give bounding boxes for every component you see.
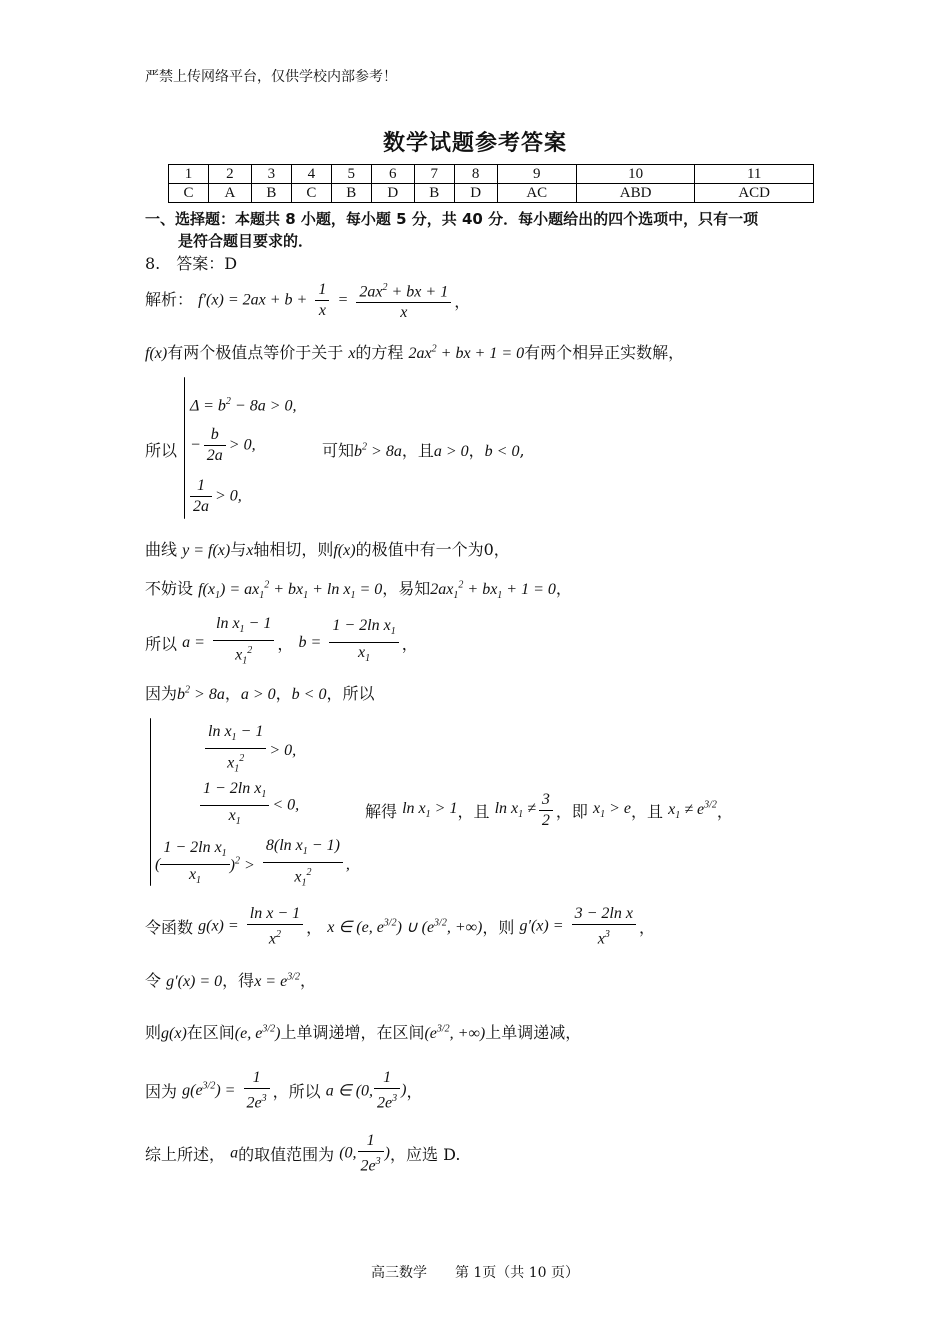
q8-gx-def: 令函数 g(x) = $\frac{\text{ln x − 1}}{x^2}$ ， x ∈ (e, $e^{3/2}$) ∪ ($e^{3/2}$, +∞)，则 g′(x) = $\frac{\text{3 − 2ln x}}{x^3}$ ， (145, 905, 655, 948)
q-number: 5 (331, 165, 371, 184)
q-number: 2 (208, 165, 251, 184)
system2-eq2: $\frac{1 - 2\ln x_1}{x_1}$ < 0, (200, 779, 299, 832)
q-number: 7 (414, 165, 454, 184)
suoyi-text-2: 所以 (145, 634, 178, 654)
zongshang-text: 综上所述， (145, 1145, 226, 1165)
ling-text: 令 (145, 971, 162, 990)
q8-condition: f(x)有两个极值点等价于关于 x的方程 $2ax^2$ + bx + 1 = 0有两个相异正实数解， (145, 343, 685, 362)
system1-conclusion: 可知$b^2 > 8a$，且a > 0，b < 0, (322, 441, 525, 460)
q-number: 3 (251, 165, 291, 184)
section-heading-line1: 一、选择题：本题共 8 小题，每小题 5 分，共 40 分．每小题给出的四个选项中，只有一项 (145, 210, 759, 228)
kezhi-text: 可知 (322, 441, 355, 460)
zequjian-text: 则 (145, 1023, 162, 1042)
q8-conclusion: 综上所述， a的取值范围为 (0, $\frac{1}{2e^3}$ )，应选 D. (145, 1132, 461, 1175)
system2-eq1: $\frac{\ln x_1 - 1}{x_1^2}$ > 0, (205, 722, 296, 780)
fanwei-text: 的取值范围为 (238, 1145, 335, 1165)
q-number: 6 (371, 165, 414, 184)
q-answer: B (414, 184, 454, 203)
system1-eq1: $\Delta = b^2 - 8a > 0$, (190, 396, 297, 415)
q-answer: ABD (576, 184, 695, 203)
quxian-text: 曲线 (145, 540, 178, 559)
jizhi-text: 的极值中有一个为0， (355, 540, 510, 559)
q-number: 1 (169, 165, 209, 184)
cond-text-a: 有两个极值点等价于关于 (167, 343, 344, 362)
q8-ab-expr: 所以 a = $\frac{\ln x_1 - 1}{x_1^2}$ ， b = $\frac{1 - 2\ln x_1}{x_1}$ ， (145, 615, 418, 667)
q8-because: 因为$b^2 > 8a$，a > 0，b < 0，所以 (145, 684, 375, 703)
answer-table-number-row (169, 165, 814, 184)
system-brace-2 (150, 718, 151, 886)
ze-text: ，则 (482, 918, 515, 938)
q-number: 10 (576, 165, 695, 184)
jianup-text: 上单调递减， (485, 1023, 582, 1042)
yinwei-text-2: 因为 (145, 1082, 178, 1102)
section-heading-line2: 是符合题目要求的． (178, 232, 314, 250)
q8-g-value: 因为 $g(e^{3/2})$ = $\frac{1}{2e^3}$ ，所以 a ∈ (0, $\frac{1}{2e^3}$ )， (145, 1069, 423, 1112)
system2-eq3: ( $\frac{1 - 2\ln x_1}{x_1}$ )$^2$ > $\frac{8(\ln x_1 - 1)}{x_1^2}$ , (155, 837, 350, 889)
qie-text: ，且 (401, 441, 434, 460)
q-answer: B (251, 184, 291, 203)
qie-text-3: ，且 (631, 802, 664, 821)
q8-answer: 8. 答案：D (145, 254, 238, 273)
q-answer: C (291, 184, 331, 203)
bufang-text: 不妨设 (145, 579, 194, 598)
q8-assume: 不妨设 $f(x_1) = ax_1^2 + bx_1 + \ln x_1 = 0$，易知$2ax_1^2 + bx_1 + 1 = 0$， (145, 579, 572, 602)
q-answer: D (454, 184, 497, 203)
q-number: 11 (695, 165, 814, 184)
lingfn-text: 令函数 (145, 918, 194, 938)
analysis-label: 解析： (145, 290, 194, 310)
jiede-text: 解得 (365, 802, 398, 821)
q-answer: B (331, 184, 371, 203)
q-answer: A (208, 184, 251, 203)
suoyi-text-4: ，所以 (272, 1082, 321, 1102)
answer-table (168, 164, 814, 203)
q-number: 4 (291, 165, 331, 184)
system2-solution: 解得 $\ln x_1 > 1$，且 $\ln x_1$ ≠ $\frac{3}{2}$ ，即 $x_1 > e$，且 $x_1 \ne e^{3/2}$， (365, 791, 733, 829)
q8-derivative: 解析： f′(x) = 2ax + b + $\frac{1}{x}$ = $\frac{2ax^2 + bx + 1}{x}$ ， (145, 278, 470, 323)
zengup-text: 上单调递增，在区间 (280, 1023, 425, 1042)
zhou-text: 轴相切，则 (253, 540, 334, 559)
zaiqujian-text: 在区间 (186, 1023, 235, 1042)
answer-table-answer-row (169, 184, 814, 203)
q8-gprime-zero: 令 g′(x) = 0，得$x = e^{3/2}$， (145, 971, 316, 990)
cond-text-c: 有两个相异正实数解， (524, 343, 685, 362)
yizhi-text: ，易知 (382, 579, 431, 598)
top-note: 严禁上传网络平台，仅供学校内部参考！ (145, 69, 397, 85)
qie-text-2: ，且 (457, 802, 490, 821)
page-footer: 高三数学 第 1页（共 10 页） (370, 1265, 580, 1281)
yu-text: 与 (230, 540, 247, 559)
jide-text: ，即 (555, 802, 588, 821)
yinwei-text: 因为 (145, 684, 178, 703)
system-brace-1 (184, 377, 185, 519)
q8-tangent: 曲线 y = f(x)与x轴相切，则f(x)的极值中有一个为0， (145, 540, 510, 559)
system1-eq2: − $\frac{b}{2a}$ > 0, (190, 426, 256, 464)
q8-monotonic: 则g(x)在区间(e, $e^{3/2}$)上单调递增，在区间($e^{3/2}$, +∞)上单调递减， (145, 1023, 582, 1042)
page-title: 数学试题参考答案 (382, 131, 567, 156)
q-number: 8 (454, 165, 497, 184)
system1-eq3: $\frac{1}{2a}$ > 0, (190, 476, 242, 517)
suoyi-label: 所以 (145, 441, 178, 460)
section-heading (145, 208, 815, 252)
q-number: 9 (497, 165, 576, 184)
q-answer: D (371, 184, 414, 203)
yingxuan-text: ，应选 D. (389, 1145, 461, 1165)
q-answer: AC (497, 184, 576, 203)
suoyi-text-3: ，所以 (326, 684, 375, 703)
de-text: ，得 (222, 971, 255, 990)
cond-text-b: 的方程 (355, 343, 404, 362)
q-answer: C (169, 184, 209, 203)
q-answer: ACD (695, 184, 814, 203)
